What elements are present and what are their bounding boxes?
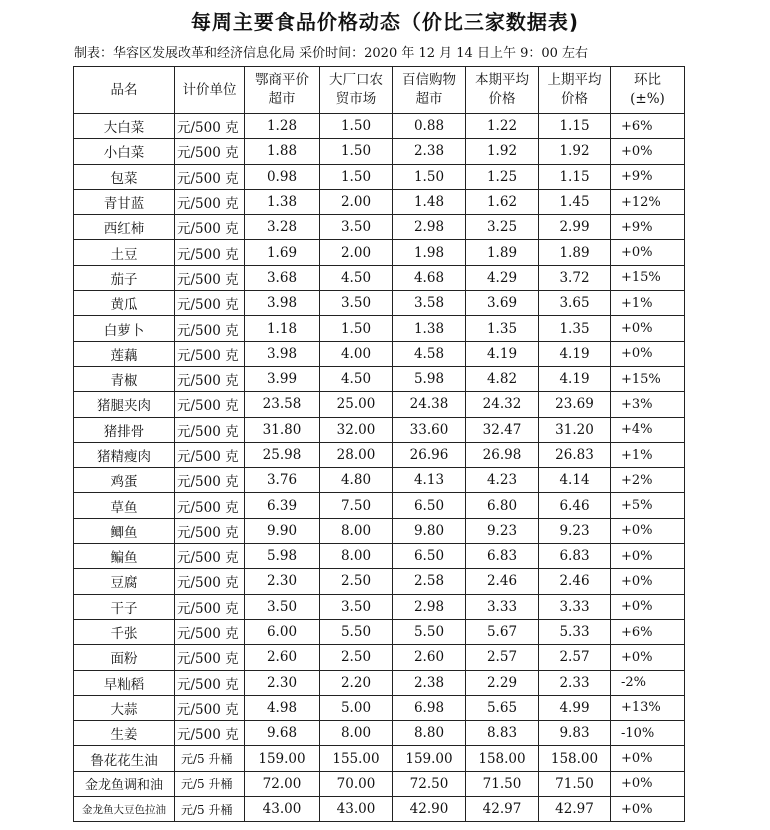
cell-dachangkou: 155.00 [320, 746, 393, 771]
cell-change: +3% [611, 392, 685, 417]
cell-previous-avg: 31.20 [539, 417, 611, 442]
cell-eshang: 3.99 [245, 366, 320, 391]
cell-eshang: 2.30 [245, 670, 320, 695]
cell-baixin: 2.60 [393, 645, 466, 670]
cell-name: 猪腿夹肉 [74, 392, 175, 417]
table-row [74, 139, 685, 164]
table-row [74, 569, 685, 594]
cell-baixin: 2.98 [393, 215, 466, 240]
cell-baixin: 2.38 [393, 139, 466, 164]
table-row [74, 240, 685, 265]
cell-name: 猪精瘦肉 [74, 442, 175, 467]
cell-unit: 元/500 克 [175, 493, 245, 518]
cell-baixin: 33.60 [393, 417, 466, 442]
cell-change: +13% [611, 695, 685, 720]
cell-unit: 元/500 克 [175, 619, 245, 644]
cell-unit: 元/500 克 [175, 341, 245, 366]
cell-change: +15% [611, 366, 685, 391]
page-title: 每周主要食品价格动态（价比三家数据表) [190, 10, 580, 34]
cell-baixin: 6.98 [393, 695, 466, 720]
cell-eshang: 3.98 [245, 291, 320, 316]
cell-eshang: 3.28 [245, 215, 320, 240]
cell-eshang: 1.28 [245, 114, 320, 139]
table-row [74, 645, 685, 670]
cell-current-avg: 9.23 [466, 518, 539, 543]
cell-dachangkou: 2.20 [320, 670, 393, 695]
cell-name: 青椒 [74, 366, 175, 391]
cell-baixin: 0.88 [393, 114, 466, 139]
table-row [74, 417, 685, 442]
cell-unit: 元/500 克 [175, 569, 245, 594]
cell-dachangkou: 1.50 [320, 316, 393, 341]
cell-current-avg: 2.29 [466, 670, 539, 695]
cell-change: +15% [611, 265, 685, 290]
cell-dachangkou: 4.00 [320, 341, 393, 366]
cell-baixin: 2.58 [393, 569, 466, 594]
cell-dachangkou: 4.80 [320, 468, 393, 493]
cell-dachangkou: 1.50 [320, 139, 393, 164]
cell-current-avg: 3.33 [466, 594, 539, 619]
cell-current-avg: 1.89 [466, 240, 539, 265]
cell-name: 鸡蛋 [74, 468, 175, 493]
cell-current-avg: 42.97 [466, 797, 539, 822]
cell-unit: 元/500 克 [175, 215, 245, 240]
cell-baixin: 159.00 [393, 746, 466, 771]
cell-eshang: 43.00 [245, 797, 320, 822]
cell-baixin: 1.48 [393, 189, 466, 214]
table-row [74, 291, 685, 316]
cell-dachangkou: 5.00 [320, 695, 393, 720]
cell-unit: 元/500 克 [175, 442, 245, 467]
cell-previous-avg: 1.92 [539, 139, 611, 164]
cell-current-avg: 3.25 [466, 215, 539, 240]
cell-change: +9% [611, 215, 685, 240]
cell-eshang: 3.50 [245, 594, 320, 619]
cell-eshang: 6.00 [245, 619, 320, 644]
cell-eshang: 0.98 [245, 164, 320, 189]
cell-baixin: 6.50 [393, 493, 466, 518]
table-row [74, 468, 685, 493]
cell-eshang: 23.58 [245, 392, 320, 417]
table-row [74, 493, 685, 518]
cell-eshang: 3.98 [245, 341, 320, 366]
cell-current-avg: 4.29 [466, 265, 539, 290]
cell-name: 鳊鱼 [74, 544, 175, 569]
table-row [74, 392, 685, 417]
cell-name: 生姜 [74, 721, 175, 746]
cell-baixin: 4.13 [393, 468, 466, 493]
cell-previous-avg: 4.99 [539, 695, 611, 720]
cell-change: +5% [611, 493, 685, 518]
cell-name: 茄子 [74, 265, 175, 290]
cell-baixin: 4.68 [393, 265, 466, 290]
cell-dachangkou: 8.00 [320, 518, 393, 543]
cell-baixin: 6.50 [393, 544, 466, 569]
cell-baixin: 8.80 [393, 721, 466, 746]
cell-baixin: 2.38 [393, 670, 466, 695]
cell-dachangkou: 43.00 [320, 797, 393, 822]
cell-previous-avg: 1.45 [539, 189, 611, 214]
cell-unit: 元/5 升桶 [175, 797, 245, 822]
cell-name: 面粉 [74, 645, 175, 670]
cell-name: 草鱼 [74, 493, 175, 518]
col-header-dachangkou: 大厂口农 贸市场 [320, 67, 393, 114]
cell-unit: 元/500 克 [175, 265, 245, 290]
cell-eshang: 9.68 [245, 721, 320, 746]
col-header-name: 品名 [74, 67, 175, 114]
cell-current-avg: 158.00 [466, 746, 539, 771]
cell-previous-avg: 1.15 [539, 114, 611, 139]
cell-name: 小白菜 [74, 139, 175, 164]
cell-dachangkou: 2.50 [320, 645, 393, 670]
cell-unit: 元/500 克 [175, 670, 245, 695]
cell-dachangkou: 7.50 [320, 493, 393, 518]
table-row [74, 797, 685, 822]
cell-unit: 元/500 克 [175, 518, 245, 543]
cell-unit: 元/500 克 [175, 114, 245, 139]
cell-current-avg: 1.62 [466, 189, 539, 214]
cell-previous-avg: 42.97 [539, 797, 611, 822]
table-row [74, 366, 685, 391]
cell-current-avg: 71.50 [466, 771, 539, 796]
cell-name: 大蒜 [74, 695, 175, 720]
cell-current-avg: 1.92 [466, 139, 539, 164]
cell-previous-avg: 1.89 [539, 240, 611, 265]
cell-baixin: 5.50 [393, 619, 466, 644]
cell-dachangkou: 3.50 [320, 594, 393, 619]
cell-change: +0% [611, 341, 685, 366]
table-row [74, 518, 685, 543]
cell-current-avg: 5.65 [466, 695, 539, 720]
cell-change: +0% [611, 594, 685, 619]
cell-name: 西红柿 [74, 215, 175, 240]
cell-unit: 元/500 克 [175, 417, 245, 442]
cell-dachangkou: 2.00 [320, 240, 393, 265]
cell-unit: 元/500 克 [175, 316, 245, 341]
table-row [74, 265, 685, 290]
cell-previous-avg: 1.35 [539, 316, 611, 341]
cell-eshang: 4.98 [245, 695, 320, 720]
table-row [74, 670, 685, 695]
cell-unit: 元/500 克 [175, 392, 245, 417]
cell-eshang: 1.38 [245, 189, 320, 214]
cell-eshang: 25.98 [245, 442, 320, 467]
col-header-change: 环比 (±%) [611, 67, 685, 114]
cell-current-avg: 3.69 [466, 291, 539, 316]
table-row [74, 594, 685, 619]
cell-baixin: 72.50 [393, 771, 466, 796]
cell-current-avg: 1.25 [466, 164, 539, 189]
cell-baixin: 1.98 [393, 240, 466, 265]
table-row [74, 215, 685, 240]
table-row [74, 544, 685, 569]
cell-previous-avg: 4.14 [539, 468, 611, 493]
cell-eshang: 31.80 [245, 417, 320, 442]
cell-unit: 元/500 克 [175, 164, 245, 189]
cell-current-avg: 5.67 [466, 619, 539, 644]
cell-change: +0% [611, 316, 685, 341]
cell-current-avg: 24.32 [466, 392, 539, 417]
cell-change: +12% [611, 189, 685, 214]
price-table [73, 66, 685, 822]
cell-dachangkou: 2.50 [320, 569, 393, 594]
cell-eshang: 6.39 [245, 493, 320, 518]
cell-eshang: 3.68 [245, 265, 320, 290]
cell-eshang: 5.98 [245, 544, 320, 569]
cell-dachangkou: 1.50 [320, 164, 393, 189]
table-row [74, 442, 685, 467]
cell-dachangkou: 4.50 [320, 265, 393, 290]
cell-baixin: 3.58 [393, 291, 466, 316]
col-header-current-avg: 本期平均 价格 [466, 67, 539, 114]
cell-current-avg: 4.23 [466, 468, 539, 493]
cell-dachangkou: 25.00 [320, 392, 393, 417]
cell-previous-avg: 2.46 [539, 569, 611, 594]
cell-current-avg: 2.46 [466, 569, 539, 594]
cell-current-avg: 2.57 [466, 645, 539, 670]
cell-previous-avg: 2.57 [539, 645, 611, 670]
cell-dachangkou: 70.00 [320, 771, 393, 796]
cell-eshang: 2.60 [245, 645, 320, 670]
cell-change: +6% [611, 619, 685, 644]
cell-name: 青甘蓝 [74, 189, 175, 214]
cell-change: +2% [611, 468, 685, 493]
cell-unit: 元/500 克 [175, 645, 245, 670]
cell-change: +0% [611, 797, 685, 822]
cell-name: 早籼稻 [74, 670, 175, 695]
cell-unit: 元/500 克 [175, 189, 245, 214]
cell-change: +0% [611, 544, 685, 569]
cell-unit: 元/500 克 [175, 291, 245, 316]
cell-eshang: 2.30 [245, 569, 320, 594]
cell-name: 鲁花花生油 [74, 746, 175, 771]
cell-previous-avg: 4.19 [539, 366, 611, 391]
table-row [74, 771, 685, 796]
cell-eshang: 1.18 [245, 316, 320, 341]
cell-unit: 元/5 升桶 [175, 771, 245, 796]
table-row [74, 341, 685, 366]
cell-current-avg: 4.19 [466, 341, 539, 366]
table-row [74, 189, 685, 214]
cell-dachangkou: 1.50 [320, 114, 393, 139]
cell-unit: 元/500 克 [175, 594, 245, 619]
cell-change: +0% [611, 645, 685, 670]
cell-change: +1% [611, 442, 685, 467]
cell-previous-avg: 2.33 [539, 670, 611, 695]
cell-unit: 元/500 克 [175, 695, 245, 720]
cell-baixin: 9.80 [393, 518, 466, 543]
cell-eshang: 72.00 [245, 771, 320, 796]
cell-baixin: 1.38 [393, 316, 466, 341]
cell-change: +0% [611, 139, 685, 164]
cell-name: 土豆 [74, 240, 175, 265]
cell-eshang: 9.90 [245, 518, 320, 543]
header-row [74, 67, 685, 114]
cell-eshang: 159.00 [245, 746, 320, 771]
cell-previous-avg: 3.72 [539, 265, 611, 290]
cell-eshang: 1.88 [245, 139, 320, 164]
cell-name: 莲藕 [74, 341, 175, 366]
cell-current-avg: 6.83 [466, 544, 539, 569]
cell-dachangkou: 8.00 [320, 544, 393, 569]
cell-dachangkou: 3.50 [320, 215, 393, 240]
cell-dachangkou: 32.00 [320, 417, 393, 442]
cell-name: 包菜 [74, 164, 175, 189]
cell-change: +1% [611, 291, 685, 316]
cell-previous-avg: 158.00 [539, 746, 611, 771]
cell-previous-avg: 2.99 [539, 215, 611, 240]
cell-baixin: 4.58 [393, 341, 466, 366]
cell-name: 金龙鱼调和油 [74, 771, 175, 796]
cell-current-avg: 1.35 [466, 316, 539, 341]
table-row [74, 746, 685, 771]
cell-dachangkou: 3.50 [320, 291, 393, 316]
table-row [74, 695, 685, 720]
cell-previous-avg: 26.83 [539, 442, 611, 467]
cell-unit: 元/500 克 [175, 721, 245, 746]
cell-current-avg: 4.82 [466, 366, 539, 391]
cell-baixin: 24.38 [393, 392, 466, 417]
cell-baixin: 42.90 [393, 797, 466, 822]
cell-previous-avg: 3.65 [539, 291, 611, 316]
cell-unit: 元/500 克 [175, 139, 245, 164]
cell-current-avg: 1.22 [466, 114, 539, 139]
cell-name: 千张 [74, 619, 175, 644]
cell-previous-avg: 9.83 [539, 721, 611, 746]
cell-change: +0% [611, 569, 685, 594]
cell-dachangkou: 4.50 [320, 366, 393, 391]
table-row [74, 164, 685, 189]
cell-dachangkou: 28.00 [320, 442, 393, 467]
cell-dachangkou: 8.00 [320, 721, 393, 746]
table-row [74, 619, 685, 644]
col-header-unit: 计价单位 [175, 67, 245, 114]
cell-change: -10% [611, 721, 685, 746]
cell-baixin: 1.50 [393, 164, 466, 189]
cell-unit: 元/500 克 [175, 544, 245, 569]
cell-baixin: 26.96 [393, 442, 466, 467]
cell-current-avg: 8.83 [466, 721, 539, 746]
cell-change: +0% [611, 771, 685, 796]
cell-baixin: 2.98 [393, 594, 466, 619]
cell-change: +0% [611, 518, 685, 543]
cell-previous-avg: 5.33 [539, 619, 611, 644]
cell-change: +0% [611, 240, 685, 265]
cell-change: +6% [611, 114, 685, 139]
table-row [74, 114, 685, 139]
cell-previous-avg: 23.69 [539, 392, 611, 417]
cell-change: +9% [611, 164, 685, 189]
cell-name: 干子 [74, 594, 175, 619]
cell-name: 金龙鱼大豆色拉油 [74, 797, 175, 822]
cell-eshang: 3.76 [245, 468, 320, 493]
cell-name: 黄瓜 [74, 291, 175, 316]
cell-name: 豆腐 [74, 569, 175, 594]
cell-previous-avg: 6.46 [539, 493, 611, 518]
cell-name: 白萝卜 [74, 316, 175, 341]
cell-dachangkou: 2.00 [320, 189, 393, 214]
cell-baixin: 5.98 [393, 366, 466, 391]
cell-previous-avg: 3.33 [539, 594, 611, 619]
col-header-previous-avg: 上期平均 价格 [539, 67, 611, 114]
table-row [74, 316, 685, 341]
cell-current-avg: 26.98 [466, 442, 539, 467]
cell-unit: 元/500 克 [175, 240, 245, 265]
cell-previous-avg: 6.83 [539, 544, 611, 569]
cell-dachangkou: 5.50 [320, 619, 393, 644]
cell-name: 猪排骨 [74, 417, 175, 442]
cell-eshang: 1.69 [245, 240, 320, 265]
cell-change: +4% [611, 417, 685, 442]
cell-current-avg: 32.47 [466, 417, 539, 442]
cell-unit: 元/5 升桶 [175, 746, 245, 771]
table-caption: 制表：华容区发展改革和经济信息化局 采价时间：2020 年 12 月 14 日上午 9：00 左右 [74, 46, 589, 61]
col-header-eshang: 鄂商平价 超市 [245, 67, 320, 114]
cell-name: 鲫鱼 [74, 518, 175, 543]
cell-unit: 元/500 克 [175, 468, 245, 493]
table-row [74, 721, 685, 746]
cell-current-avg: 6.80 [466, 493, 539, 518]
cell-change: +0% [611, 746, 685, 771]
cell-previous-avg: 9.23 [539, 518, 611, 543]
cell-change: -2% [611, 670, 685, 695]
cell-previous-avg: 71.50 [539, 771, 611, 796]
cell-previous-avg: 1.15 [539, 164, 611, 189]
cell-previous-avg: 4.19 [539, 341, 611, 366]
cell-unit: 元/500 克 [175, 366, 245, 391]
col-header-baixin: 百信购物 超市 [393, 67, 466, 114]
cell-name: 大白菜 [74, 114, 175, 139]
